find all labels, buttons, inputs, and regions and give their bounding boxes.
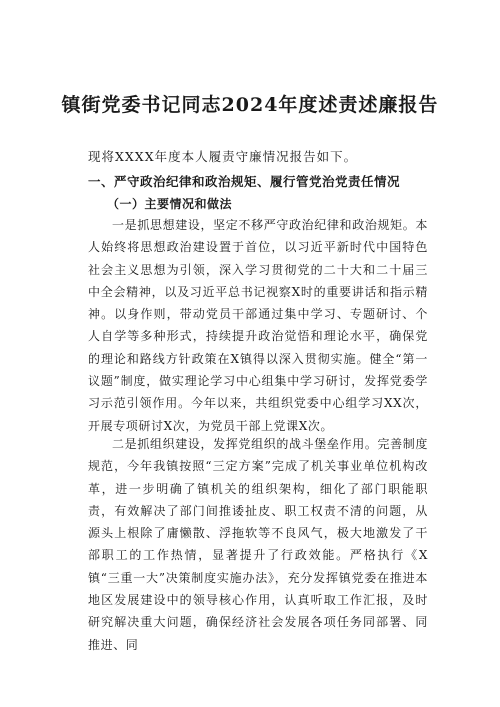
section-heading: 一、严守政治纪律和政治规矩、履行管党治党责任情况 <box>88 174 401 189</box>
paragraph-organization-building <box>88 433 428 656</box>
paragraph-text: 二是抓组织建设，发挥党组织的战斗堡垒作用。完善制度规范，今年我镇按照“三定方案”完成了机关事业单位机构改革，进一步明确了镇机关的组织架构，细化了部门职能职责，有效解决了部门间推诿扯皮、职工权责不清的问题，从源头上根除了庸懒散、浮拖软等不良风气，极大地激发了干部职工的工作热情，显著提升了行政效能。严格执行《X镇“三重一大”决策制度实施办法》，充分发挥镇党委在推进本地区发展建设中的领导核心作用，认真听取工作汇报，及时研究解决重大问题，确保经济社会发展各项任务同部署、同推进、同 <box>88 437 428 652</box>
subsection-heading: （一）主要情况和做法 <box>107 197 233 211</box>
document-title: 镇街党委书记同志2024年度述责述廉报告 <box>61 94 439 116</box>
paragraph-text: 一是抓思想建设，坚定不移严守政治纪律和政治规矩。本人始终将思想政治建设置于首位，以习近平新时代中国特色社会主义思想为引领，深入学习贯彻党的二十大和二十届三中全会精神，以及习近平总书记视察X时的重要讲话和指示精神。以身作则，带动党员干部通过集中学习、专题研讨、个人自学等多种形式，持续提升政治觉悟和理论水平，确保党的理论和路线方针政策在X镇得以深入贯彻实施。健全“第一议题”制度，做实理论学习中心组集中学习研讨，发挥党委学习示范引领作用。今年以来，共组织党委中心组学习XX次，开展专项研讨X次，为党员干部上党课X次。 <box>88 218 428 433</box>
paragraph-thought-building <box>88 214 428 437</box>
intro-text: 现将XXXX年度本人履责守廉情况报告如下。 <box>88 149 358 164</box>
